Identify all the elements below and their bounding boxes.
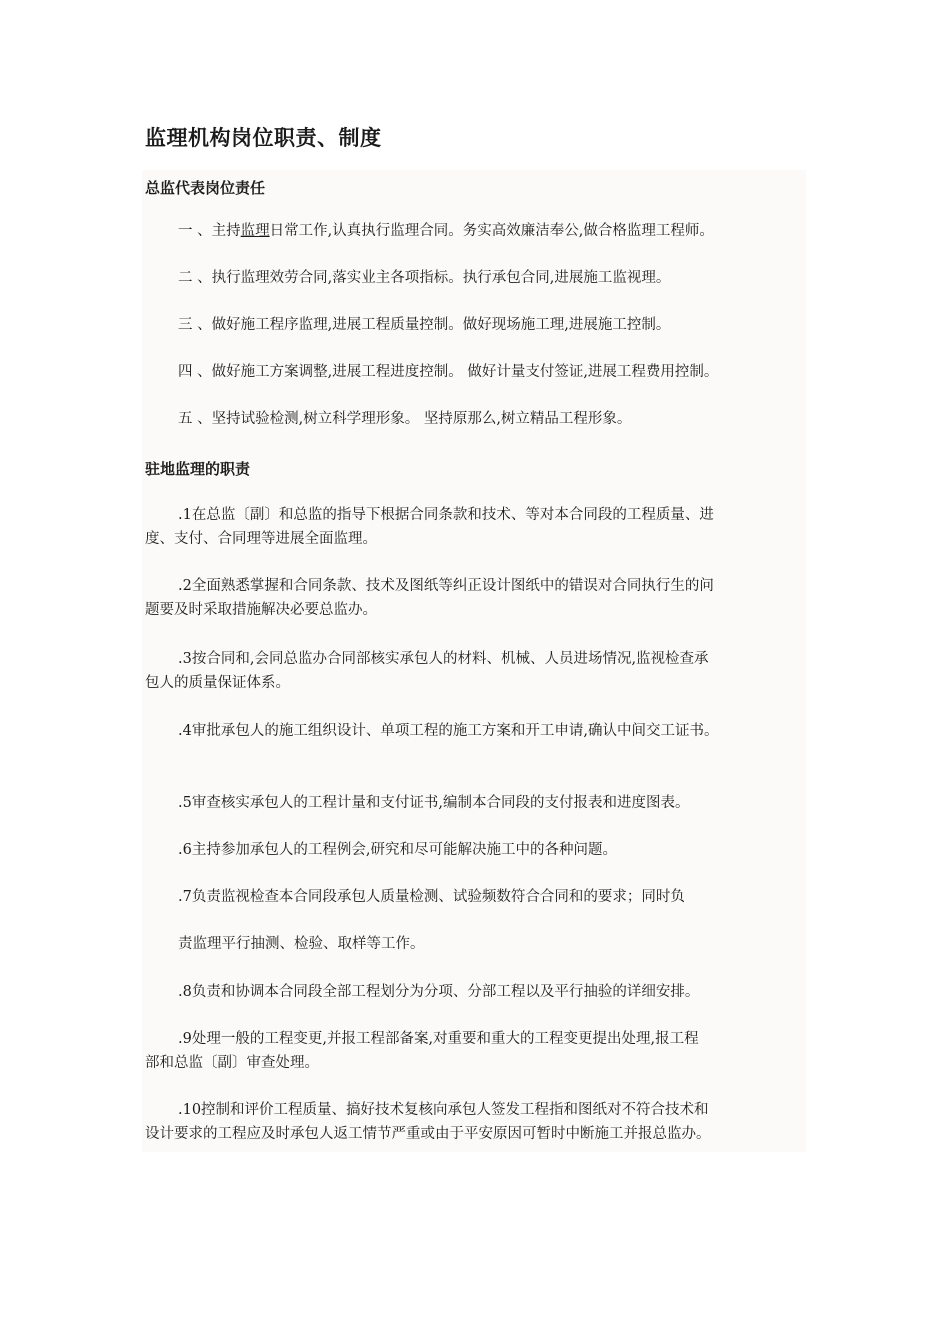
duty-item-1-prefix: 一 、主持 (178, 223, 241, 239)
resident-duty-3-line2: 包人的质量保证体系。 (145, 675, 290, 691)
resident-duty-7: .7负责监视检查本合同段承包人质量检测、试验频数符合合同和的要求；同时负 (178, 889, 685, 905)
duty-item-1 (178, 219, 714, 243)
section-heading-resident-supervisor: 驻地监理的职责 (145, 460, 251, 478)
resident-duty-3-line1: .3按合同和,会同总监办合同部核实承包人的材料、机械、人员进场情况,监视检查承 (178, 651, 709, 667)
resident-duty-2-line2: 题要及时采取措施解决必要总监办。 (145, 602, 377, 618)
resident-duty-1-line2: 度、支付、合同理等进展全面监理。 (145, 531, 377, 547)
resident-duty-10-line2: 设计要求的工程应及时承包人返工情节严重或由于平安原因可暂时中断施工并报总监办。 (145, 1126, 711, 1142)
duty-item-3: 三 、做好施工程序监理,进展工程质量控制。做好现场施工理,进展施工控制。 (178, 317, 671, 333)
duty-item-1-suffix: 日常工作,认真执行监理合同。务实高效廉洁奉公,做合格监理工程师。 (269, 223, 714, 239)
duty-item-4: 四 、做好施工方案调整,进展工程进度控制。 做好计量支付签证,进展工程费用控制。 (178, 364, 719, 380)
section-heading-chief-representative: 总监代表岗位责任 (145, 179, 266, 197)
resident-duty-1-line1: .1在总监〔副〕和总监的指导下根据合同条款和技术、等对本合同段的工程质量、进 (178, 507, 714, 523)
resident-duty-4: .4审批承包人的施工组织设计、单项工程的施工方案和开工申请,确认中间交工证书。 (178, 723, 719, 739)
resident-duty-2-line1: .2全面熟悉掌握和合同条款、技术及图纸等纠正设计图纸中的错误对合同执行生的问 (178, 578, 714, 594)
resident-duty-10-line1: .10控制和评价工程质量、搞好技术复核向承包人签发工程指和图纸对不符合技术和 (178, 1102, 709, 1118)
resident-duty-9-line2: 部和总监〔副〕审查处理。 (145, 1055, 319, 1071)
supervision-link[interactable]: 监理 (240, 223, 270, 239)
document-body (142, 170, 806, 1152)
resident-duty-6: .6主持参加承包人的工程例会,研究和尽可能解决施工中的各种问题。 (178, 842, 617, 858)
resident-duty-5: .5审查核实承包人的工程计量和支付证书,编制本合同段的支付报表和进度图表。 (178, 795, 690, 811)
page-title: 监理机构岗位职责、制度 (145, 126, 382, 150)
resident-duty-8: .8负责和协调本合同段全部工程划分为分项、分部工程以及平行抽验的详细安排。 (178, 984, 700, 1000)
resident-duty-7-continued: 责监理平行抽测、检验、取样等工作。 (178, 936, 425, 952)
duty-item-2: 二 、执行监理效劳合同,落实业主各项指标。执行承包合同,进展施工监视理。 (178, 270, 671, 286)
resident-duty-9-line1: .9处理一般的工程变更,并报工程部备案,对重要和重大的工程变更提出处理,报工程 (178, 1031, 699, 1047)
duty-item-5: 五 、坚持试验检测,树立科学理形象。 坚持原那么,树立精品工程形象。 (178, 411, 632, 427)
